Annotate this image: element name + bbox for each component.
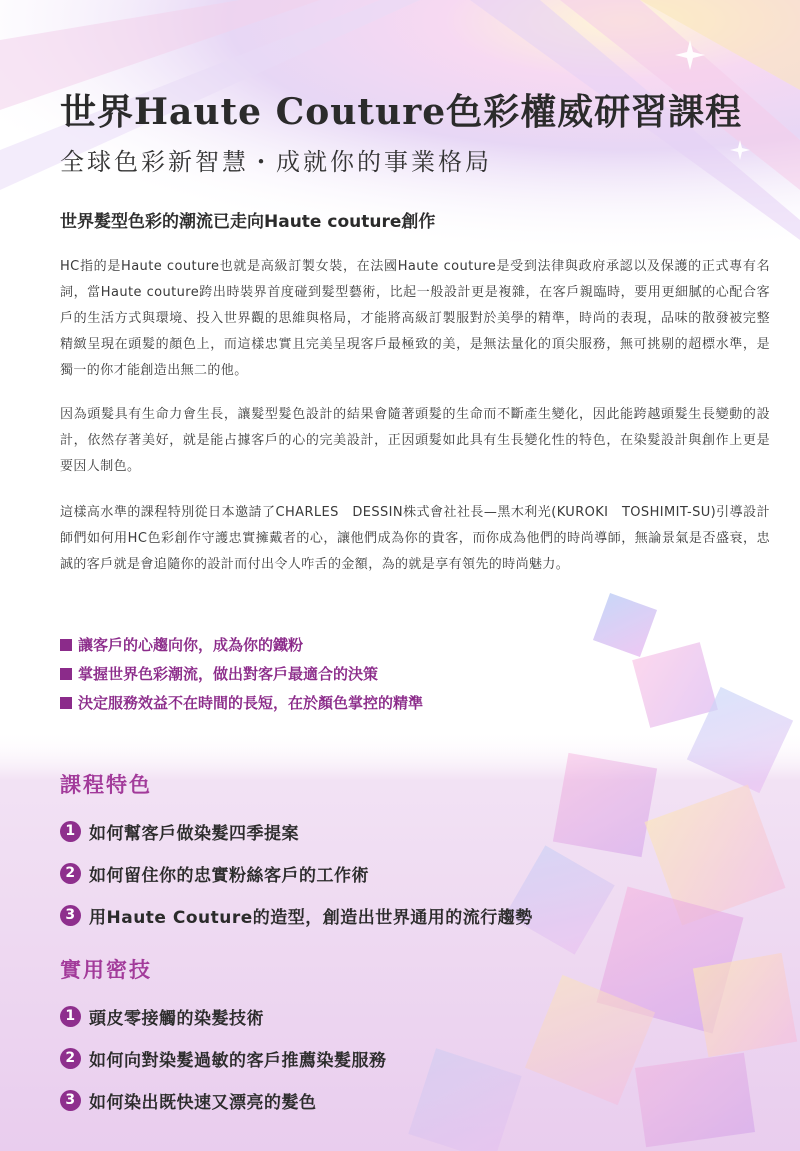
skill-list-item [60, 1037, 387, 1079]
practical-skills-heading: 實用密技 [60, 958, 152, 982]
benefit-bullet-text: 決定服務效益不在時間的長短，在於顏色掌控的精準 [78, 694, 424, 712]
number-circle-icon: 2 [60, 1048, 81, 1069]
feature-list-item [60, 810, 533, 852]
number-circle-icon: 2 [60, 863, 81, 884]
page-title: 世界Haute Couture色彩權威研習課程 [60, 91, 743, 133]
intro-paragraph-3: 這樣高水準的課程特別從日本邀請了CHARLES DESSIN株式會社社長—黑木利光(KUROKI TOSHIMIT-SU)引導設計師們如何用HC色彩創作守護忠實擁戴者的心，讓他們成為你的貴客，而你成為他們的時尚導師，無論景氣是否盛衰，忠誠的客戶就是會追隨你的設計而付出令人咋舌的金額，為的就是享有領先的時尚魅力。 [60, 505, 770, 572]
benefit-bullet-list [60, 630, 423, 717]
intro-heading: 世界髮型色彩的潮流已走向Haute couture創作 [60, 212, 436, 232]
number-circle-icon: 3 [60, 1090, 81, 1111]
number-circle-icon: 3 [60, 905, 81, 926]
intro-paragraph-2: 因為頭髮具有生命力會生長，讓髮型髮色設計的結果會隨著頭髮的生命而不斷產生變化，因此能跨越頭髮生長變動的設計，依然存著美好，就是能占據客戶的心的完美設計，正因頭髮如此具有生長變化性的特色，在染髮設計與創作上更是要因人制色。 [60, 407, 770, 474]
benefit-bullet-text: 讓客戶的心趨向你，成為你的鐵粉 [78, 636, 304, 654]
practical-skills-section [60, 955, 387, 1121]
skill-item-text: 如何染出既快速又漂亮的髮色 [89, 1092, 317, 1113]
skill-list-item [60, 995, 387, 1037]
benefit-bullet [60, 630, 423, 659]
feature-item-text: 用Haute Couture的造型，創造出世界通用的流行趨勢 [89, 907, 533, 928]
benefit-bullet-text: 掌握世界色彩潮流，做出對客戶最適合的決策 [78, 665, 379, 683]
feature-item-text: 如何幫客戶做染髮四季提案 [89, 823, 299, 844]
feature-list-item [60, 852, 533, 894]
skill-item-text: 頭皮零接觸的染髮技術 [89, 1008, 264, 1029]
square-bullet-icon [60, 668, 72, 680]
benefit-bullet [60, 688, 423, 717]
page-subtitle: 全球色彩新智慧・成就你的事業格局 [60, 148, 492, 176]
course-features-section [60, 770, 533, 936]
intro-paragraph-1: HC指的是Haute couture也就是高級訂製女裝，在法國Haute couture是受到法律與政府承認以及保護的正式專有名詞，當Haute couture跨出時裝界首度碰到髮型藝術，比起一般設計更是複雜，在客戶親臨時，要用更細膩的心配合客戶的生活方式與環境、投入世界觀的思維與格局，才能將高級訂製服對於美學的精準，時尚的表現，品味的散發被完整精緻呈現在頭髮的顏色上，而這樣忠實且完美呈現客戶最極致的美，是無法量化的頂尖服務，無可挑剔的超標水準，是獨一的你才能創造出無二的他。 [60, 259, 770, 378]
feature-item-text: 如何留住你的忠實粉絲客戶的工作術 [89, 865, 369, 886]
square-bullet-icon [60, 697, 72, 709]
number-circle-icon: 1 [60, 1006, 81, 1027]
skill-list-item [60, 1079, 387, 1121]
number-circle-icon: 1 [60, 821, 81, 842]
course-features-heading: 課程特色 [60, 773, 152, 797]
skill-item-text: 如何向對染髮過敏的客戶推薦染髮服務 [89, 1050, 387, 1071]
benefit-bullet [60, 659, 423, 688]
feature-list-item [60, 894, 533, 936]
square-bullet-icon [60, 639, 72, 651]
